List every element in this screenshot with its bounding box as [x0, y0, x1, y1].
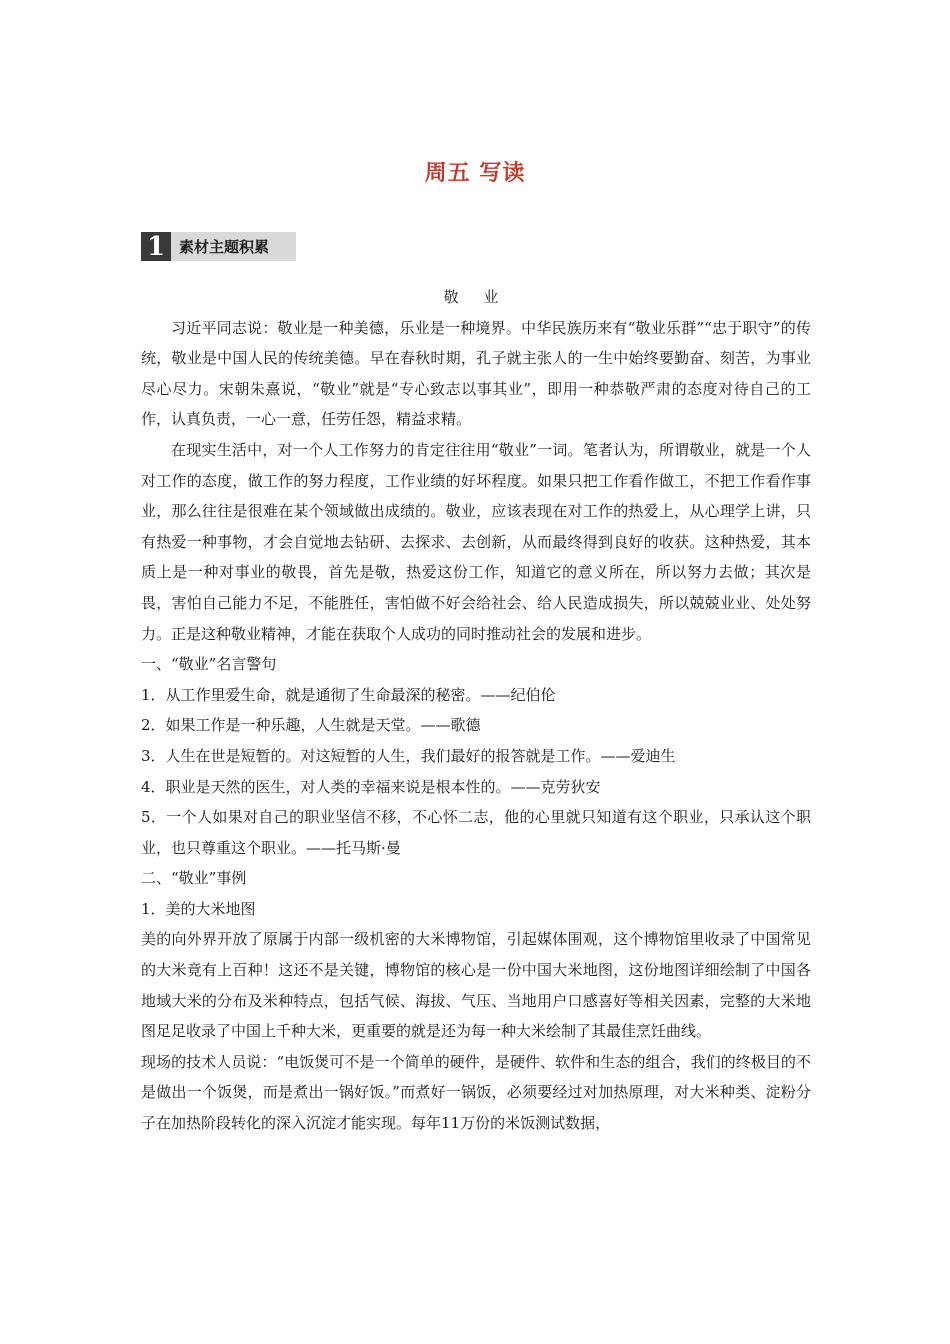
quote-item: 4．职业是天然的医生，对人类的幸福来说是根本性的。——克劳狄安	[141, 777, 601, 796]
section-label: 素材主题积累	[179, 238, 270, 256]
essay-paragraph: 习近平同志说：敬业是一种美德，乐业是一种境界。中华民族历来有“敬业乐群”“忠于职守”的传统，敬业是中国人民的传统美德。早在春秋时期，孔子就主张人的一生中始终要勤奋、刻苦，为事业尽心尽力。宋朝朱熹说，“敬业”就是“专心致志以事其业”，即用一种恭敬严肃的态度对待自己的工作，认真负责，一心一意，任劳任怨，精益求精。	[141, 318, 811, 429]
example-title: 1．美的大米地图	[141, 899, 256, 918]
quote-item: 2．如果工作是一种乐趣，人生就是天堂。——歌德	[141, 716, 481, 735]
quote-item: 1．从工作里爱生命，就是通彻了生命最深的秘密。——纪伯伦	[141, 685, 556, 704]
essay-title: 敬 业	[443, 288, 509, 306]
examples-heading: 二、“敬业”事例	[141, 869, 247, 888]
essay-paragraph: 在现实生活中，对一个人工作努力的肯定往往用“敬业”一词。笔者认为，所谓敬业，就是一个人对工作的态度，做工作的努力程度，工作业绩的好坏程度。如果只把工作看作做工，不把工作看作事业，那么往往是很难在某个领域做出成绩的。敬业，应该表现在对工作的热爱上，从心理学上讲，只有热爱一种事物，才会自觉地去钻研、去探求、去创新，从而最终得到良好的收获。这种热爱，其本质上是一种对事业的敬畏，首先是敬，热爱这份工作，知道它的意义所在，所以努力去做；其次是畏，害怕自己能力不足，不能胜任，害怕做不好会给社会、给人民造成损失，所以兢兢业业、处处努力。正是这种敬业精神，才能在获取个人成功的同时推动社会的发展和进步。	[141, 440, 811, 643]
section-number: 1	[141, 232, 171, 261]
quote-item: 5．一个人如果对自己的职业坚信不移，不心怀二志，他的心里就只知道有这个职业，只承认这个职业，也只尊重这个职业。——托马斯·曼	[141, 808, 811, 857]
section-banner	[141, 232, 296, 261]
example-paragraph: 美的向外界开放了原属于内部一级机密的大米博物馆，引起媒体围观，这个博物馆里收录了中国常见的大米竟有上百种！这还不是关键，博物馆的核心是一份中国大米地图，这份地图详细绘制了中国各地域大米的分布及米种特点，包括气候、海拔、气压、当地用户口感喜好等相关因素，完整的大米地图足足收录了中国上千种大米，更重要的就是还为每一种大米绘制了其最佳烹饪曲线。	[141, 930, 811, 1041]
document-body	[141, 282, 811, 1139]
page-title: 周五 写读	[424, 161, 526, 186]
quotes-heading: 一、“敬业”名言警句	[141, 655, 277, 674]
quote-item: 3．人生在世是短暂的。对这短暂的人生，我们最好的报答就是工作。——爱迪生	[141, 746, 676, 765]
example-paragraph: 现场的技术人员说：“电饭煲可不是一个简单的硬件，是硬件、软件和生态的组合，我们的终极目的不是做出一个饭煲，而是煮出一锅好饭。”而煮好一锅饭，必须要经过对加热原理，对大米种类、淀粉分子在加热阶段转化的深入沉淀才能实现。每年11万份的米饭测试数据，	[141, 1052, 811, 1133]
